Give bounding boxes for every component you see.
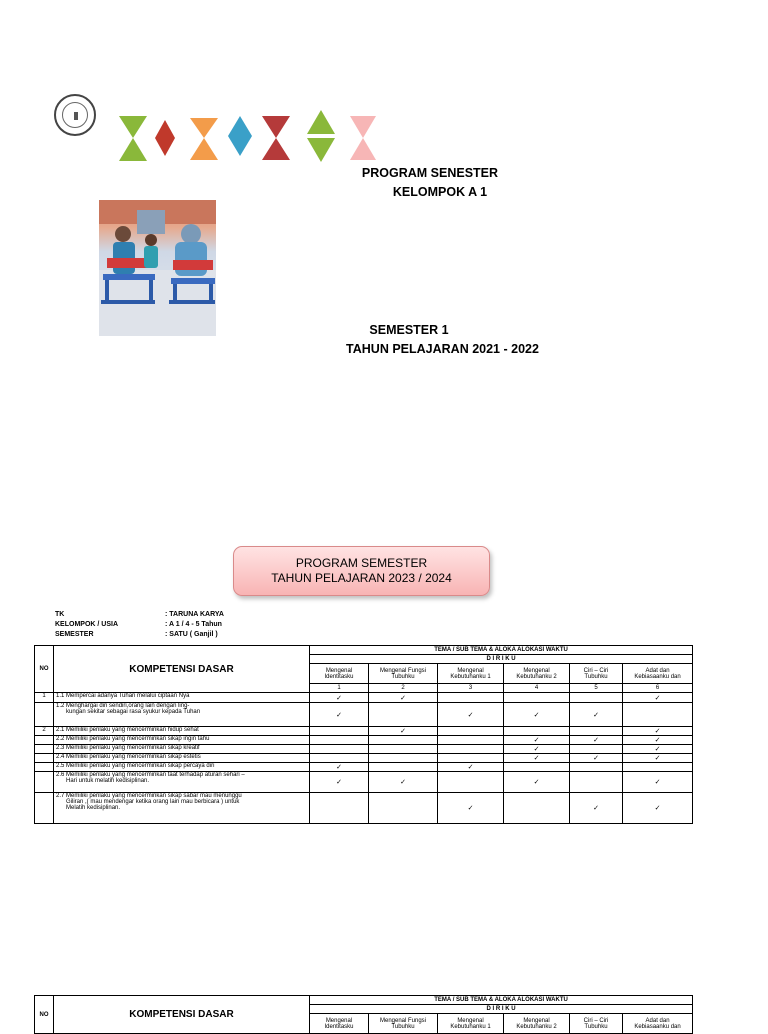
decor-diamond-blue [228, 116, 252, 156]
table-row [35, 703, 693, 727]
column-number-3: 3 [438, 684, 504, 693]
check-cell [623, 754, 693, 763]
column-label-line1: Mengenal [325, 667, 353, 674]
check-cell [623, 727, 693, 736]
checkmark-icon: ✓ [467, 804, 474, 812]
competency-text [54, 793, 310, 824]
decor-diamond-green [307, 110, 335, 162]
check-cell [310, 772, 369, 793]
check-cell [570, 693, 623, 703]
competency-line1: 2.7 Memiliki perilaku yang mencerminkan sikap sabar mau menunggu [56, 793, 242, 799]
check-cell [438, 793, 504, 824]
check-cell [438, 703, 504, 727]
check-cell [438, 772, 504, 793]
column-label-line2: Tubuhku [391, 1023, 415, 1030]
column-number-5: 5 [570, 684, 623, 693]
decorative-shapes [112, 108, 382, 166]
column-label-4 [504, 664, 570, 684]
column-label-line2: Kebiasaanku dan [634, 1023, 681, 1030]
table-row [35, 772, 693, 793]
check-cell [369, 772, 438, 793]
column-label-line1: Mengenal [325, 1017, 353, 1024]
check-cell [623, 703, 693, 727]
column-label-line2: Identitasku [324, 673, 354, 680]
competency-text2: Hari untuk melatih kedisiplinan. [66, 778, 150, 784]
callout-line2: TAHUN PELAJARAN 2023 / 2024 [271, 571, 452, 585]
kompetensi-dasar-table-2 [34, 995, 693, 1034]
decor-hourglass-orange [190, 118, 218, 160]
check-cell [623, 793, 693, 824]
no-header: NO [35, 646, 54, 693]
check-cell [504, 772, 570, 793]
competency-line1: 1.1 Mempercai adanya Tuhan melalui ciptaan Nya [56, 693, 190, 699]
row-number [35, 745, 54, 754]
column-number-2: 2 [369, 684, 438, 693]
tk-label: TK [55, 611, 65, 618]
checkmark-icon: ✓ [654, 693, 661, 702]
checkmark-icon: ✓ [533, 710, 540, 719]
checkmark-icon: ✓ [654, 804, 661, 812]
decor-hourglass-pink [350, 116, 376, 160]
check-cell [369, 703, 438, 727]
checkmark-icon: ✓ [400, 778, 406, 786]
competency-line1: 1.2 Menghargai diri sendiri,orang lain dengan ling- [56, 703, 190, 709]
kompetensi-dasar-table [34, 645, 693, 824]
check-cell [310, 793, 369, 824]
competency-text [54, 745, 310, 754]
checkmark-icon: ✓ [336, 778, 342, 786]
kd-header-2: KOMPETENSI DASAR [54, 996, 310, 1034]
check-cell [504, 754, 570, 763]
check-cell [504, 736, 570, 745]
check-cell [369, 793, 438, 824]
tema-header-2: TEMA / SUB TEMA & ALOKA ALOKASI WAKTU [310, 996, 693, 1005]
table-row [35, 736, 693, 745]
checkmark-icon: ✓ [400, 693, 406, 702]
column-label-1 [310, 664, 369, 684]
check-cell [623, 693, 693, 703]
column-label-line2: Identitasku [324, 1023, 354, 1030]
check-cell [310, 754, 369, 763]
column-label-line1: Mengenal [523, 1017, 550, 1024]
check-cell [570, 763, 623, 772]
column-number-1: 1 [310, 684, 369, 693]
column-label-line1: Adat dan [645, 667, 670, 674]
checkmark-icon: ✓ [593, 804, 599, 812]
checkmark-icon: ✓ [593, 736, 599, 744]
check-cell [570, 703, 623, 727]
check-cell [623, 736, 693, 745]
column-label-line2: Tubuhku [391, 673, 415, 680]
row-number [35, 793, 54, 824]
diriku-header: D I R I K U [310, 655, 693, 664]
column-label-line1: Mengenal [457, 1017, 484, 1024]
kelompok-value: : A 1 / 4 - 5 Tahun [165, 621, 222, 628]
checkmark-icon: ✓ [533, 736, 540, 744]
row-number: 2 [35, 727, 54, 736]
check-cell [438, 763, 504, 772]
competency-line1: 2.5 Memiliki perilaku yang mencerminkan sikap percaya diri [56, 763, 215, 769]
competency-text [54, 727, 310, 736]
no-header-2: NO [35, 996, 54, 1034]
check-cell [438, 727, 504, 736]
check-cell [570, 772, 623, 793]
cover-title: PROGRAM SENESTER [361, 166, 499, 180]
check-cell [310, 727, 369, 736]
table-row [35, 793, 693, 824]
check-cell [310, 745, 369, 754]
kd-header: KOMPETENSI DASAR [54, 646, 310, 693]
decor-diamond-red [155, 120, 175, 156]
column-label-line2: Kebutuhanku 2 [516, 673, 557, 680]
checkmark-icon: ✓ [593, 710, 599, 719]
checkmark-icon: ✓ [467, 763, 474, 771]
competency-text [54, 772, 310, 793]
competency-line1: 2.3 Memiliki perilaku yang mencerminkan sikap kreatif [56, 745, 200, 751]
checkmark-icon: ✓ [654, 736, 661, 744]
check-cell [504, 763, 570, 772]
column-label-line2: Kebiasaanku dan [634, 673, 681, 680]
check-cell [369, 736, 438, 745]
check-cell [438, 736, 504, 745]
check-cell [570, 745, 623, 754]
info-values [165, 610, 365, 640]
row-number [35, 703, 54, 727]
competency-line1: 2.2 Memiliki perilaku yang mencerminkan sikap ingin tahu [56, 736, 210, 742]
table-row [35, 745, 693, 754]
program-semester-callout [233, 546, 490, 596]
check-cell [369, 763, 438, 772]
check-cell [310, 763, 369, 772]
column-label-line1: Mengenal Fungsi [379, 667, 427, 674]
checkmark-icon: ✓ [533, 745, 540, 753]
column-label-line1: Mengenal [523, 667, 550, 674]
column-label-2 [369, 664, 438, 684]
column-label-line2: Kebutuhanku 1 [450, 1023, 491, 1030]
school-seal-logo [54, 94, 96, 136]
semester-info-label: SEMESTER [55, 631, 94, 638]
checkmark-icon: ✓ [654, 745, 661, 753]
check-cell [438, 693, 504, 703]
row-number [35, 736, 54, 745]
column-label-line1: Ciri – Ciri [583, 667, 609, 674]
competency-text [54, 763, 310, 772]
cover-subtitle: KELOMPOK A 1 [392, 185, 488, 199]
check-cell [504, 745, 570, 754]
semester-label: SEMESTER 1 [369, 323, 449, 337]
column-label-3 [438, 664, 504, 684]
competency-text2: kungan sekitar sebagai rasa syukur kepada Tuhan [66, 709, 201, 715]
decor-hourglass-darkred [262, 116, 290, 160]
column-label-line2: Tubuhku [584, 1023, 608, 1030]
column-label-6 [623, 664, 693, 684]
tema-header: TEMA / SUB TEMA & ALOKA ALOKASI WAKTU [310, 646, 693, 655]
row-number [35, 763, 54, 772]
table-row [35, 693, 693, 703]
checkmark-icon: ✓ [654, 754, 661, 762]
checkmark-icon: ✓ [467, 710, 474, 719]
check-cell [570, 727, 623, 736]
competency-text [54, 754, 310, 763]
check-cell [504, 793, 570, 824]
competency-text [54, 736, 310, 745]
table-row [35, 763, 693, 772]
column-label-line1: Mengenal Fungsi [379, 1017, 427, 1024]
checkmark-icon: ✓ [654, 778, 661, 786]
column-label-line1: Adat dan [645, 1017, 670, 1024]
check-cell [369, 754, 438, 763]
column-label-line1: Mengenal [457, 667, 484, 674]
academic-year: TAHUN PELAJARAN 2021 - 2022 [346, 342, 539, 356]
check-cell [369, 745, 438, 754]
row-number [35, 754, 54, 763]
checkmark-icon: ✓ [593, 754, 599, 762]
table-row [35, 727, 693, 736]
semester-info-value: : SATU ( Ganjil ) [165, 631, 218, 638]
checkmark-icon: ✓ [336, 710, 342, 719]
check-cell [310, 703, 369, 727]
checkmark-icon: ✓ [400, 727, 406, 735]
column-label-5 [570, 664, 623, 684]
competency-line1: 2.4 Memiliki perilaku yang mencerminkan sikap estetis [56, 754, 201, 760]
column-label-line2: Kebutuhanku 1 [450, 673, 491, 680]
tk-value: : TARUNA KARYA [165, 611, 224, 618]
column-label-line1: Ciri – Ciri [583, 1017, 609, 1024]
check-cell [438, 754, 504, 763]
check-cell [570, 754, 623, 763]
diriku-header-2: D I R I K U [310, 1005, 693, 1014]
checkmark-icon: ✓ [336, 763, 342, 771]
check-cell [504, 693, 570, 703]
info-labels [55, 610, 165, 640]
callout-line1: PROGRAM SEMESTER [295, 556, 428, 570]
column-label-line2: Tubuhku [584, 673, 608, 680]
check-cell [438, 745, 504, 754]
column-number-4: 4 [504, 684, 570, 693]
check-cell [369, 693, 438, 703]
column-number-6: 6 [623, 684, 693, 693]
check-cell [369, 727, 438, 736]
competency-text [54, 703, 310, 727]
check-cell [310, 736, 369, 745]
checkmark-icon: ✓ [654, 727, 661, 735]
column-label-line2: Kebutuhanku 2 [516, 1023, 557, 1030]
table-row [35, 754, 693, 763]
competency-text [54, 693, 310, 703]
row-number: 1 [35, 693, 54, 703]
check-cell [570, 793, 623, 824]
competency-line1: 2.6 Memiliki perilaku yang mencerminkan taat terhadap aturan sehari – [56, 772, 245, 778]
check-cell [504, 727, 570, 736]
check-cell [623, 772, 693, 793]
check-cell [623, 745, 693, 754]
row-number [35, 772, 54, 793]
competency-line1: 2.1 Memiliki perilaku yang mencerminkan hidup sehat [56, 727, 199, 733]
child-middle [144, 234, 158, 268]
checkmark-icon: ✓ [533, 778, 540, 786]
check-cell [623, 763, 693, 772]
competency-text3: Melatih kedisiplinan. [66, 805, 121, 811]
check-cell [504, 703, 570, 727]
children-photo [99, 200, 216, 336]
checkmark-icon: ✓ [336, 693, 342, 702]
check-cell [310, 693, 369, 703]
decor-hourglass-green [119, 116, 147, 161]
kelompok-label: KELOMPOK / USIA [55, 621, 119, 628]
checkmark-icon: ✓ [533, 754, 540, 762]
competency-text2: Giliran ,( mau mendengar ketika orang lain mau berbicara ) untuk [66, 799, 240, 805]
check-cell [570, 736, 623, 745]
